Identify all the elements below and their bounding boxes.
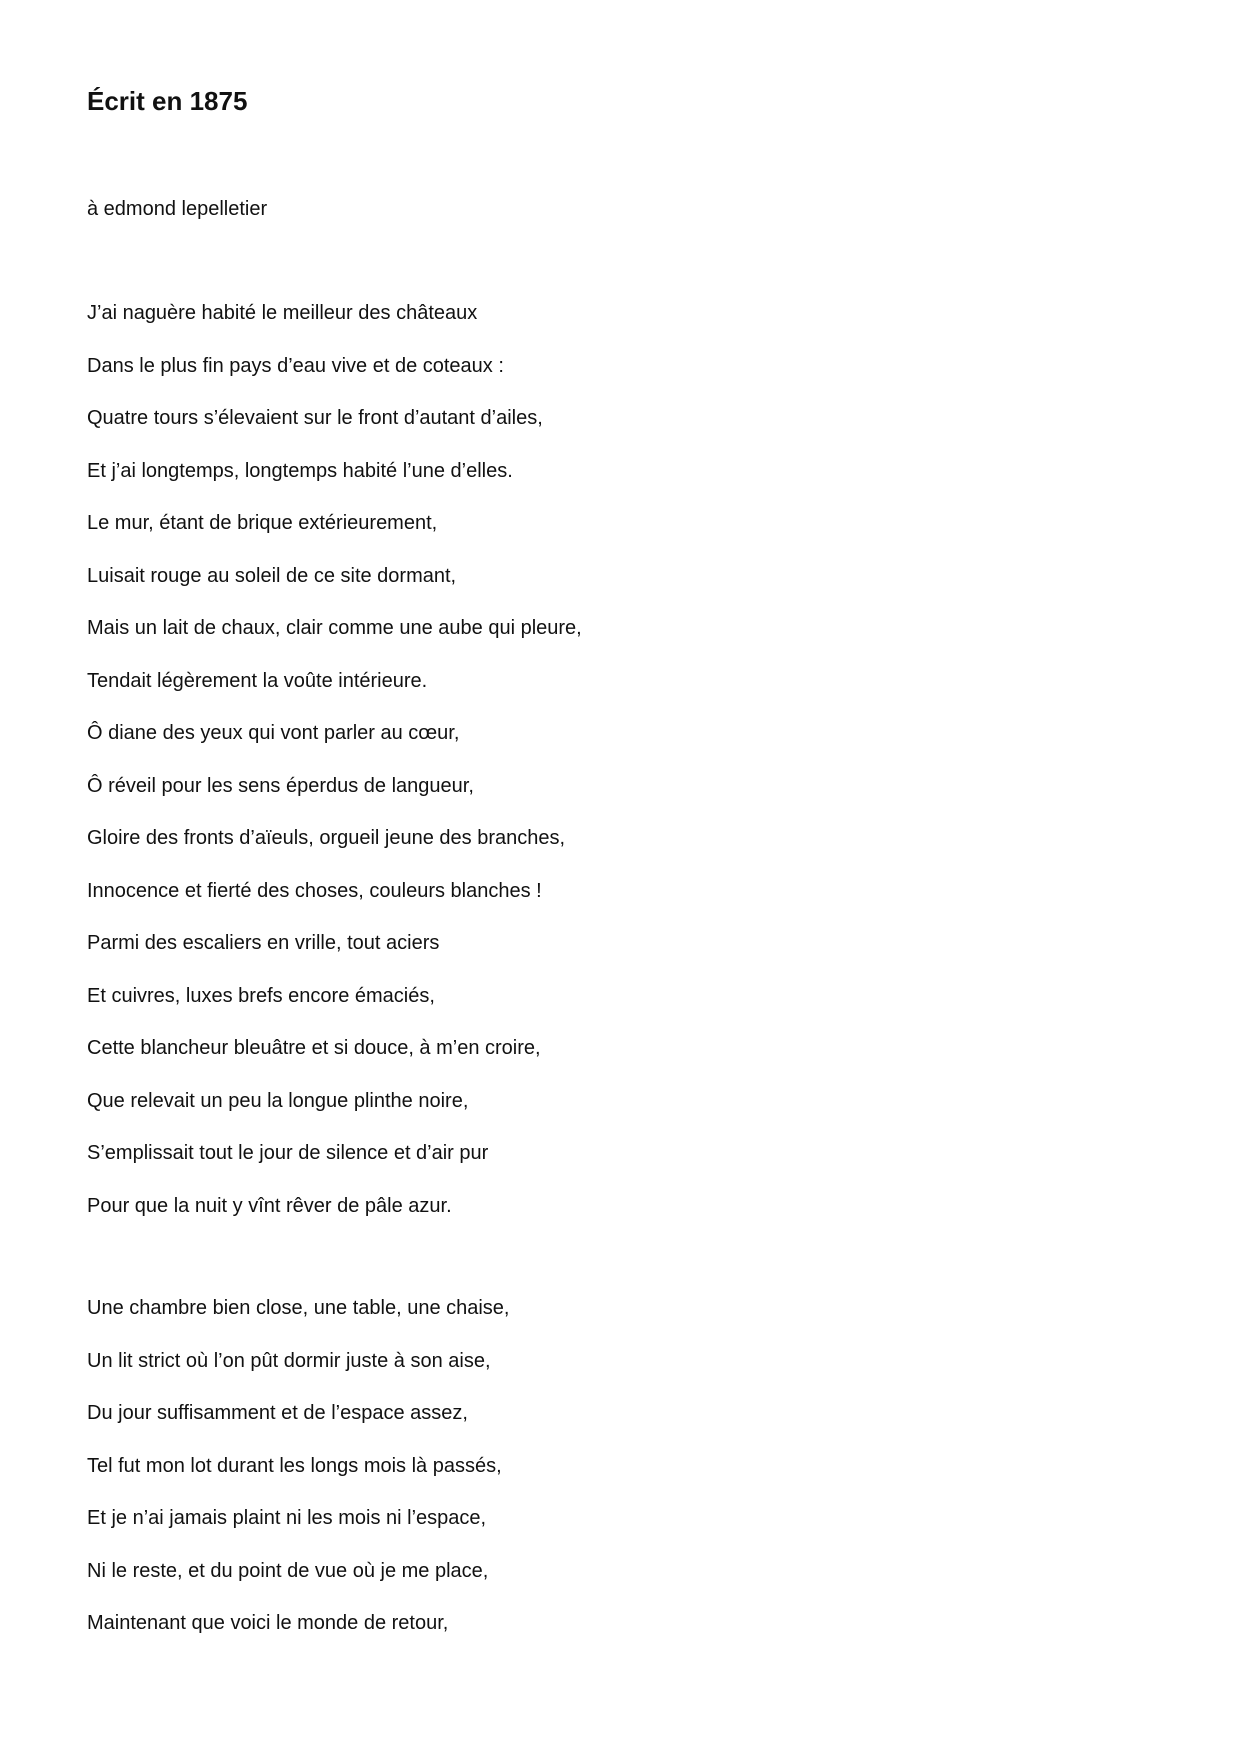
verse-line: S’emplissait tout le jour de silence et d’air pur bbox=[87, 1142, 489, 1164]
verse-line: Dans le plus fin pays d’eau vive et de coteaux : bbox=[87, 354, 504, 377]
verse-line: Du jour suffisamment et de l’espace assez, bbox=[87, 1402, 468, 1424]
verse-line: Ô diane des yeux qui vont parler au cœur, bbox=[87, 722, 460, 744]
verse-line: Pour que la nuit y vînt rêver de pâle azur. bbox=[87, 1194, 452, 1217]
verse-line: Mais un lait de chaux, clair comme une aube qui pleure, bbox=[87, 617, 582, 639]
verse-line: Tendait légèrement la voûte intérieure. bbox=[87, 669, 428, 692]
verse-line: Un lit strict où l’on pût dormir juste à son aise, bbox=[87, 1349, 491, 1372]
verse-line: Et je n’ai jamais plaint ni les mois ni l’espace, bbox=[87, 1507, 487, 1529]
verse-line: Que relevait un peu la longue plinthe noire, bbox=[87, 1089, 469, 1112]
verse-line: J’ai naguère habité le meilleur des châteaux bbox=[87, 302, 478, 324]
verse-line: Ô réveil pour les sens éperdus de langueur, bbox=[87, 774, 474, 797]
verse-line: Maintenant que voici le monde de retour, bbox=[87, 1612, 449, 1634]
verse-line: Le mur, étant de brique extérieurement, bbox=[87, 512, 438, 534]
verse-line: Et cuivres, luxes brefs encore émaciés, bbox=[87, 984, 435, 1007]
stanza-1 bbox=[87, 301, 582, 1246]
stanza-2 bbox=[87, 1296, 510, 1664]
verse-line: Parmi des escaliers en vrille, tout aciers bbox=[87, 932, 440, 954]
poem-title: Écrit en 1875 bbox=[87, 86, 248, 116]
verse-line: Ni le reste, et du point de vue où je me place, bbox=[87, 1559, 489, 1582]
verse-line: Gloire des fronts d’aïeuls, orgueil jeune des branches, bbox=[87, 827, 566, 849]
verse-line: Et j’ai longtemps, longtemps habité l’une d’elles. bbox=[87, 459, 513, 482]
verse-line: Une chambre bien close, une table, une chaise, bbox=[87, 1297, 510, 1319]
poem-dedication: à edmond lepelletier bbox=[87, 198, 268, 220]
verse-line: Tel fut mon lot durant les longs mois là passés, bbox=[87, 1454, 502, 1477]
verse-line: Innocence et fierté des choses, couleurs blanches ! bbox=[87, 879, 542, 902]
verse-line: Cette blancheur bleuâtre et si douce, à m’en croire, bbox=[87, 1037, 541, 1059]
verse-line: Luisait rouge au soleil de ce site dormant, bbox=[87, 564, 457, 587]
verse-line: Quatre tours s’élevaient sur le front d’autant d’ailes, bbox=[87, 407, 543, 429]
